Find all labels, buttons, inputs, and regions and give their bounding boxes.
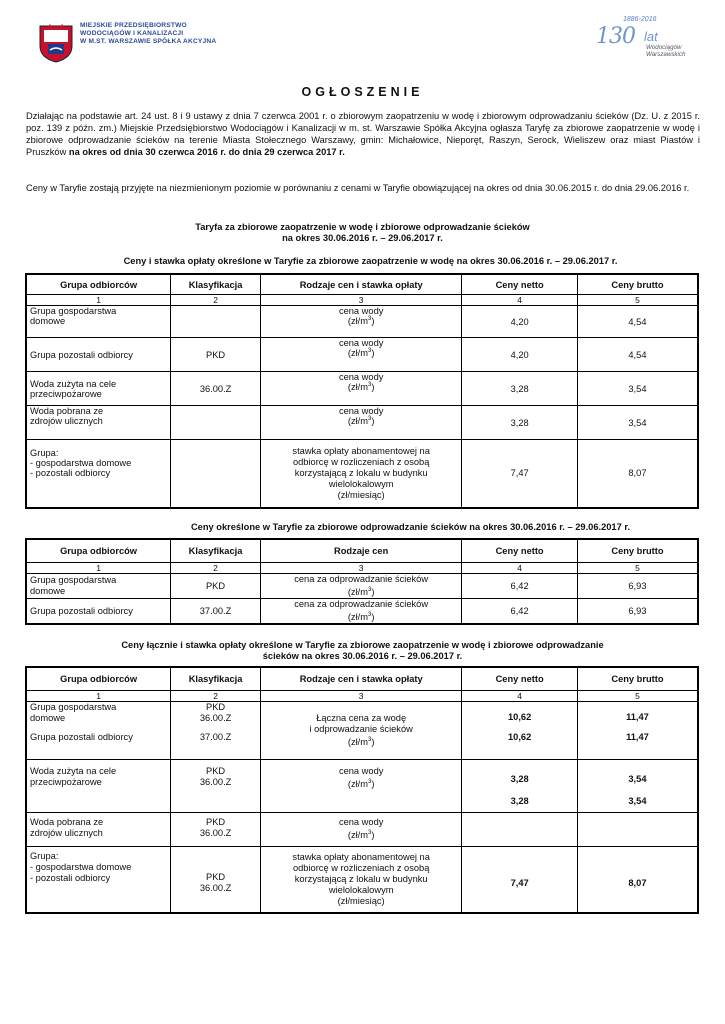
price-type-cell: stawka opłaty abonamentowej na odbiorcę w rozliczeniach z osobą korzystającą z lokalu w budynku wielolokalowym (zł/miesiąc) — [261, 440, 462, 508]
intro-period: na okres od dnia 30 czerwca 2016 r. do dnia 29 czerwca 2017 r. — [68, 147, 345, 157]
net-price-cell — [462, 760, 578, 813]
net-price-cell: 7,47 — [462, 847, 578, 913]
net-price-cell: 6,42 — [462, 599, 578, 625]
unit-close: ) — [371, 382, 375, 393]
net-price-cell: 4,20 — [462, 306, 578, 338]
water-tariff-table — [25, 273, 699, 509]
org-line-3: W M.ST. WARSZAWIE SPÓŁKA AKCYJNA — [80, 38, 217, 46]
unit-text: (zł/m — [347, 779, 369, 790]
unit-exponent: 3 — [368, 779, 372, 785]
anniversary-years: 1886-2016 — [623, 16, 657, 23]
group-cell: Grupa pozostali odbiorcy — [26, 732, 171, 760]
unit-close: ) — [371, 587, 375, 598]
column-number-row — [26, 295, 698, 306]
unit-label — [264, 735, 458, 748]
unit-exponent: 3 — [368, 736, 372, 743]
classification-cell — [171, 306, 261, 338]
price-type-label: Łączna cena za wodę i odprowadzanie ścieków — [309, 712, 413, 734]
unit-exponent: 3 — [368, 316, 372, 322]
column-number: 4 — [462, 563, 578, 574]
unit-label — [264, 348, 458, 358]
price-type-cell — [260, 574, 461, 599]
gross-price-cell: 11,47 — [577, 732, 698, 760]
unit-label — [264, 610, 458, 623]
table-row — [26, 847, 698, 913]
table-row — [26, 813, 698, 847]
classification-cell: 37.00.Z — [171, 599, 261, 625]
net-price-value: 3,28 — [510, 774, 529, 784]
organization-name — [80, 22, 216, 47]
column-header: Ceny brutto — [577, 274, 698, 295]
net-price-cell: 6,42 — [462, 574, 578, 599]
column-header: Grupa odbiorców — [26, 274, 171, 295]
group-cell: Grupa gospodarstwa domowe — [26, 574, 171, 599]
gross-price-cell: 4,54 — [577, 338, 698, 372]
anniversary-subtitle: Wodociągów Warszawskich — [646, 44, 686, 58]
price-type-label: cena wody — [338, 338, 384, 348]
classification-cell: PKD 36.00.Z — [171, 813, 261, 847]
classification-cell: 36.00.Z — [171, 372, 261, 406]
net-price-value: 3,28 — [510, 796, 529, 806]
group-cell: Woda zużyta na cele przeciwpożarowe — [26, 372, 171, 406]
price-type-cell — [260, 599, 461, 625]
anniversary-logo — [596, 16, 714, 56]
table3-caption-line-2: ścieków na okres 30.06.2016 r. – 29.06.2017 r. — [262, 651, 463, 661]
unit-close: ) — [371, 316, 375, 327]
org-line-1: MIEJSKIE PRZEDSIĘBIORSTWO — [80, 22, 187, 29]
gross-price-cell: 8,07 — [577, 847, 698, 913]
column-number: 5 — [577, 295, 698, 306]
gross-price-cell: 11,47 — [577, 702, 698, 732]
price-type-cell — [261, 760, 462, 813]
group-cell: Grupa gospodarstwa domowe — [26, 702, 171, 732]
column-number: 3 — [260, 563, 461, 574]
unit-close: ) — [371, 737, 375, 748]
column-header: Ceny netto — [462, 274, 578, 295]
unit-close: ) — [371, 779, 375, 790]
price-type-label: cena za odprowadzanie ścieków — [294, 599, 429, 610]
group-cell: Grupa pozostali odbiorcy — [26, 599, 171, 625]
unit-label — [264, 416, 458, 426]
table-row — [26, 306, 698, 338]
intro-text: Działając na podstawie art. 24 ust. 8 i 9 ustawy z dnia 7 czerwca 2001 r. o zbiorowym zaopatrzeniu w wodę i zbiorowym odprowadzaniu ścieków (Dz. U. z 2015 r. poz. 139 z późn. zm.) Miejskie Przedsiębiorstwo Wodociągów i Kanalizacji w m. st. Warszawie Spółka Akcyjna ogłasza Taryfę za zbiorowe zaopatrzenie w wodę i zbiorowe odprowadzanie ścieków na terenie Miasta Stołecznego Warszawy, gmin: Michałowice, Nieporęt, Raszyn, Serock, Wieliszew oraz miast Piastów i Pruszków — [26, 111, 700, 157]
price-type-label: cena wody — [338, 306, 384, 316]
column-number: 2 — [171, 563, 261, 574]
group-cell: Woda pobrana ze zdrojów ulicznych — [26, 813, 171, 847]
gross-price-value: 3,54 — [628, 796, 647, 806]
table3-caption-line-1: Ceny łącznie i stawka opłaty określone w Taryfie za zbiorowe zaopatrzenie w wodę i zbiorowe odprowadzanie — [121, 640, 604, 650]
unit-exponent: 3 — [367, 612, 372, 619]
table-header-row — [26, 667, 698, 691]
unit-text: (zł/m — [347, 830, 369, 841]
gross-price-cell: 3,54 — [577, 406, 698, 440]
classification-cell: PKD — [171, 338, 261, 372]
unit-text: (zł/m — [347, 587, 368, 598]
column-number-row — [26, 691, 698, 702]
net-price-cell: 7,47 — [462, 440, 578, 508]
column-number-row — [26, 563, 698, 574]
classification-cell: 37.00.Z — [171, 732, 261, 760]
unit-exponent: 3 — [368, 830, 372, 836]
anniversary-lat: lat — [644, 29, 658, 44]
table-row — [26, 440, 698, 508]
table-row — [26, 760, 698, 813]
table2-caption: Ceny określone w Taryfie za zbiorowe odprowadzanie ścieków na okres 30.06.2016 r. – 29.06.2017 r. — [190, 522, 631, 532]
column-header: Klasyfikacja — [171, 539, 261, 563]
gross-price-cell: 8,07 — [577, 440, 698, 508]
unit-label — [264, 585, 458, 598]
unit-exponent: 3 — [368, 382, 372, 388]
unit-text: (zł/m — [347, 612, 368, 623]
unit-label — [264, 382, 458, 392]
price-type-cell — [261, 372, 462, 406]
anniversary-number: 130 — [596, 24, 635, 49]
tariff-heading — [0, 222, 725, 244]
intro-paragraph — [26, 110, 700, 158]
group-cell: Grupa pozostali odbiorcy — [26, 338, 171, 372]
gross-price-cell: 3,54 — [577, 372, 698, 406]
table-row — [26, 372, 698, 406]
unit-close: ) — [371, 830, 375, 841]
net-price-cell: 10,62 — [462, 702, 578, 732]
price-type-label: cena wody — [338, 817, 384, 827]
gross-price-cell: 6,93 — [577, 599, 698, 625]
net-price-cell: 4,20 — [462, 338, 578, 372]
price-type-label: cena wody — [338, 372, 384, 382]
group-cell: Woda zużyta na cele przeciwpożarowe — [26, 760, 171, 813]
gross-price-cell: 6,93 — [577, 574, 698, 599]
group-cell: Grupa: - gospodarstwa domowe - pozostali odbiorcy — [26, 440, 171, 508]
column-header: Rodzaje cen i stawka opłaty — [261, 274, 462, 295]
price-type-cell — [261, 338, 462, 372]
column-number: 2 — [171, 295, 261, 306]
classification-cell — [171, 440, 261, 508]
table-row — [26, 574, 698, 599]
price-note-paragraph: Ceny w Taryfie zostają przyjęte na niezmienionym poziomie w porównaniu z cenami w Taryfie obowiązującej na okres od dnia 30.06.2015 r. do dnia 29.06.2016 r. — [26, 183, 690, 193]
table-row — [26, 406, 698, 440]
unit-close: ) — [371, 348, 375, 359]
unit-text: (zł/m — [347, 348, 369, 359]
table1-caption: Ceny i stawka opłaty określone w Taryfie za zbiorowe zaopatrzenie w wodę na okres 30.06.2016 r. – 29.06.2017 r. — [123, 256, 618, 266]
price-type-label: cena wody — [338, 766, 384, 776]
column-header: Ceny brutto — [577, 539, 698, 563]
price-type-cell: stawka opłaty abonamentowej na odbiorcę w rozliczeniach z osobą korzystającą z lokalu w budynku wielolokalowym (zł/miesiąc) — [261, 847, 462, 913]
price-type-cell — [261, 406, 462, 440]
classification-cell: PKD 36.00.Z — [171, 760, 261, 813]
sewage-tariff-table — [25, 538, 699, 625]
column-number: 4 — [462, 691, 578, 702]
column-header: Rodzaje cen i stawka opłaty — [261, 667, 462, 691]
price-type-cell — [261, 306, 462, 338]
column-header: Ceny netto — [462, 539, 578, 563]
price-type-label: cena wody — [338, 406, 384, 416]
column-header: Klasyfikacja — [171, 667, 261, 691]
column-number: 2 — [171, 691, 261, 702]
net-price-cell: 3,28 — [462, 372, 578, 406]
column-header: Grupa odbiorców — [26, 539, 171, 563]
classification-cell — [171, 406, 261, 440]
tariff-heading-line-2: na okres 30.06.2016 r. – 29.06.2017 r. — [282, 233, 443, 243]
classification-cell: PKD 36.00.Z — [171, 847, 261, 913]
classification-cell: PKD — [171, 574, 261, 599]
gross-price-cell — [577, 813, 698, 847]
column-number: 3 — [261, 691, 462, 702]
column-header: Rodzaje cen — [260, 539, 461, 563]
gross-price-value: 3,54 — [628, 774, 647, 784]
unit-exponent: 3 — [367, 587, 372, 593]
price-type-label: cena za odprowadzanie ścieków — [294, 574, 429, 584]
net-price-cell: 10,62 — [462, 732, 578, 760]
net-price-cell: 3,28 — [462, 406, 578, 440]
unit-exponent: 3 — [368, 348, 372, 354]
column-header: Klasyfikacja — [171, 274, 261, 295]
unit-label — [264, 777, 458, 790]
table-row — [26, 599, 698, 625]
column-header: Ceny netto — [462, 667, 578, 691]
gross-price-cell — [577, 760, 698, 813]
unit-text: (zł/m — [347, 316, 369, 327]
column-number: 1 — [26, 563, 171, 574]
unit-close: ) — [371, 416, 375, 427]
column-header: Ceny brutto — [577, 667, 698, 691]
table-row — [26, 702, 698, 732]
tariff-heading-line-1: Taryfa za zbiorowe zaopatrzenie w wodę i zbiorowe odprowadzanie ścieków — [195, 222, 530, 232]
group-cell: Grupa: - gospodarstwa domowe - pozostali odbiorcy — [26, 847, 171, 913]
column-number: 4 — [462, 295, 578, 306]
column-number: 5 — [577, 691, 698, 702]
price-type-cell — [261, 702, 462, 760]
price-type-cell — [261, 813, 462, 847]
unit-text: (zł/m — [347, 382, 369, 393]
org-line-2: WODOCIĄGÓW I KANALIZACJI — [80, 30, 184, 38]
classification-cell: PKD 36.00.Z — [171, 702, 261, 732]
table-row — [26, 338, 698, 372]
column-number: 1 — [26, 691, 171, 702]
group-cell: Woda pobrana ze zdrojów ulicznych — [26, 406, 171, 440]
unit-label — [264, 316, 458, 326]
company-crest-logo — [34, 20, 78, 64]
table3-caption — [0, 640, 725, 662]
gross-price-cell: 4,54 — [577, 306, 698, 338]
unit-text: (zł/m — [347, 737, 369, 748]
column-number: 3 — [261, 295, 462, 306]
unit-label — [264, 828, 458, 841]
combined-tariff-table — [25, 666, 699, 914]
group-cell: Grupa gospodarstwa domowe — [26, 306, 171, 338]
unit-text: (zł/m — [347, 416, 369, 427]
column-number: 5 — [577, 563, 698, 574]
column-number: 1 — [26, 295, 171, 306]
unit-exponent: 3 — [368, 416, 372, 422]
table-header-row — [26, 539, 698, 563]
unit-close: ) — [371, 612, 375, 623]
table-header-row — [26, 274, 698, 295]
page-title: OGŁOSZENIE — [301, 85, 424, 99]
column-header: Grupa odbiorców — [26, 667, 171, 691]
net-price-cell — [462, 813, 578, 847]
